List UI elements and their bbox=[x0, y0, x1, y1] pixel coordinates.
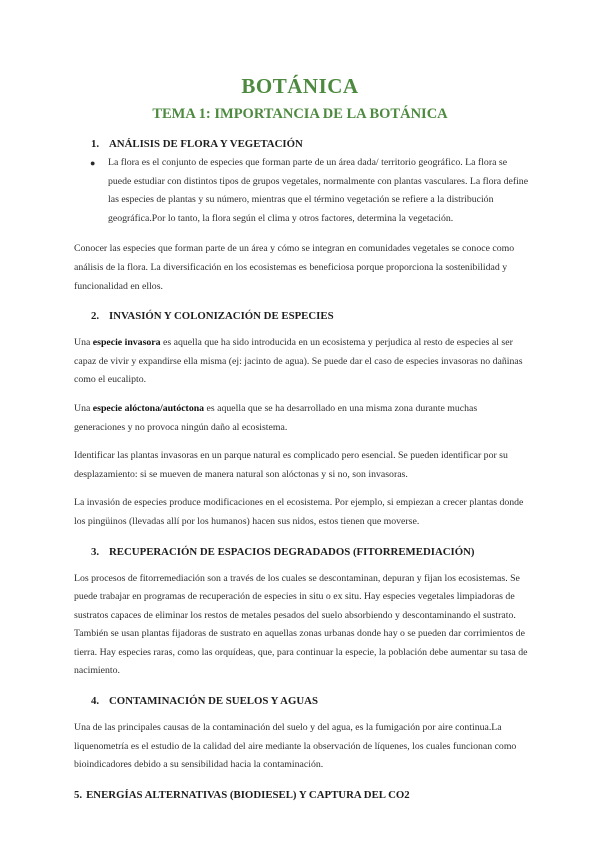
paragraph: Una especie alóctona/autóctona es aquella que se ha desarrollado en una misma zona durante muchas generaciones y no provoca ningún daño al ecosistema. bbox=[74, 402, 478, 433]
term-native-species: especie alóctona/autóctona bbox=[92, 402, 205, 414]
page-subtitle: TEMA 1: IMPORTANCIA DE LA BOTÁNICA bbox=[152, 106, 448, 122]
section-heading-2: 2. INVASIÓN Y COLONIZACIÓN DE ESPECIES bbox=[91, 310, 334, 323]
paragraph: Los procesos de fitorremediación son a través de los cuales se descontaminan, depuran y fijan los ecosistemas. Se puede trabajar en programas de recuperación de especies in situ o ex situ. Hay especies vegetales limpiadoras de sustratos capaces de eliminar los restos de metales pesados del suelo absorbiendo y descontaminando el sustrato. También se usan plantas fijadoras de sustrato en aquellas zonas urbanas donde hay o se pueden dar corrimientos de tierra. Hay especies raras, como las orquídeas, que, para continuar la especie, la población debe aumentar su tasa de nacimiento. bbox=[74, 572, 528, 677]
paragraph: Identificar las plantas invasoras en un parque natural es complicado pero esencial. Se pueden identificar por su desplazamiento: si se mueven de manera natural son alóctonas y si no, son invasoras. bbox=[74, 450, 508, 480]
section-heading-4: 4. CONTAMINACIÓN DE SUELOS Y AGUAS bbox=[91, 695, 318, 708]
bullet-text: La flora es el conjunto de especies que forman parte de un área dada/ territorio geográfico. La flora se puede estudiar con distintos tipos de grupos vegetales, normalmente con plantas vasculares. La flora define las especies de plantas y su número, mientras que el término vegetación se refiere a la distribución geográfica.Por lo tanto, la flora según el clima y otros factores, determina la vegetación. bbox=[108, 157, 529, 224]
page-title: BOTÁNICA bbox=[241, 74, 359, 98]
section-heading-1: 1. ANÁLISIS DE FLORA Y VEGETACIÓN bbox=[91, 138, 303, 150]
term-invasive-species: especie invasora bbox=[92, 337, 161, 349]
paragraph: La invasión de especies produce modificaciones en el ecosistema. Por ejemplo, si empiezan a crecer plantas donde los pingüinos (llevadas allí por los humanos) hacen sus nidos, estos tienen que moverse. bbox=[74, 497, 524, 527]
bullet-dot-icon: ● bbox=[90, 158, 96, 168]
section-heading-5: 5. ENERGÍAS ALTERNATIVAS (BIODIESEL) Y CAPTURA DEL CO2 bbox=[74, 788, 410, 801]
paragraph: Una especie invasora es aquella que ha sido introducida en un ecosistema y perjudica al resto de especies al ser capaz de vivir y expandirse ella misma (ej: jacinto de agua). Se puede dar el caso de especies invasoras no dañinas como el eucalipto. bbox=[74, 337, 523, 386]
document-body bbox=[74, 138, 530, 801]
paragraph: Una de las principales causas de la contaminación del suelo y del agua, es la fumigación por aire continua.La liquenometría es el estudio de la calidad del aire mediante la observación de líquenes, los cuales funcionan como bioindicadores debido a su sensibilidad hacia la contaminación. bbox=[74, 722, 517, 771]
paragraph: Conocer las especies que forman parte de un área y cómo se integran en comunidades vegetales se conoce como análisis de la flora. La diversificación en los ecosistemas es beneficiosa porque proporciona la sostenibilidad y funcionalidad en ellos. bbox=[74, 243, 515, 292]
section-heading-3: 3. RECUPERACIÓN DE ESPACIOS DEGRADADOS (FITORREMEDIACIÓN) bbox=[91, 545, 475, 558]
bullet-item bbox=[90, 154, 530, 228]
